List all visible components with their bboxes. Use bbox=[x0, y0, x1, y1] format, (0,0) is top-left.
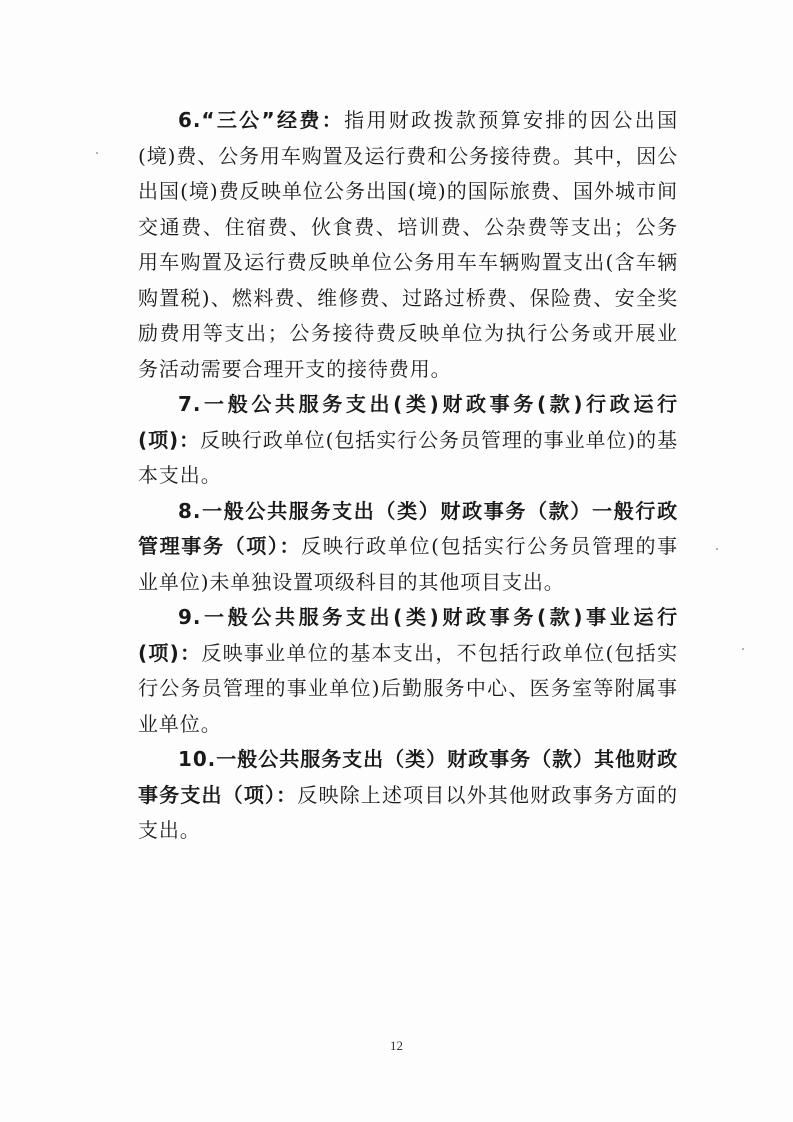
term-6: 6.“三公”经费： bbox=[178, 108, 345, 132]
term-10: 10.一般公共服务支出（类）财政事务（款）其他财政事务支出（项）： bbox=[138, 747, 678, 807]
paragraph-8 bbox=[138, 494, 678, 601]
paragraph-10 bbox=[138, 742, 678, 849]
page-number: 12 bbox=[390, 1038, 403, 1053]
scan-speck bbox=[96, 152, 98, 154]
paragraph-6 bbox=[138, 103, 678, 387]
paragraph-7 bbox=[138, 387, 678, 494]
term-9: 9.一般公共服务支出(类)财政事务(款)事业运行(项)： bbox=[138, 605, 678, 665]
body-6: 指用财政拨款预算安排的因公出国(境)费、公务用车购置及运行费和公务接待费。其中，因公出国(境)费反映单位公务出国(境)的国际旅费、国外城市间交通费、住宿费、伙食费、培训费、公杂费等支出；公务用车购置及运行费反映单位公务用车车辆购置支出(含车辆购置税)、燃料费、维修费、过路过桥费、保险费、安全奖励费用等支出；公务接待费反映单位为执行公务或开展业务活动需要合理开支的接待费用。 bbox=[138, 108, 679, 381]
body-7: 反映行政单位(包括实行公务员管理的事业单位)的基本支出。 bbox=[138, 427, 678, 487]
term-8: 8.一般公共服务支出（类）财政事务（款）一般行政管理事务（项）： bbox=[138, 498, 678, 558]
body-10: 反映除上述项目以外其他财政事务方面的支出。 bbox=[138, 782, 678, 842]
body-8: 反映行政单位(包括实行公务员管理的事业单位)未单独设置项级科目的其他项目支出。 bbox=[138, 534, 678, 594]
paragraph-9 bbox=[138, 600, 678, 742]
body-9: 反映事业单位的基本支出，不包括行政单位(包括实行公务员管理的事业单位)后勤服务中心、医务室等附属事业单位。 bbox=[138, 640, 678, 736]
term-7: 7.一般公共服务支出(类)财政事务(款)行政运行(项)： bbox=[138, 392, 678, 452]
document-body bbox=[138, 103, 678, 849]
scan-speck bbox=[716, 548, 718, 550]
scan-speck bbox=[742, 648, 744, 650]
